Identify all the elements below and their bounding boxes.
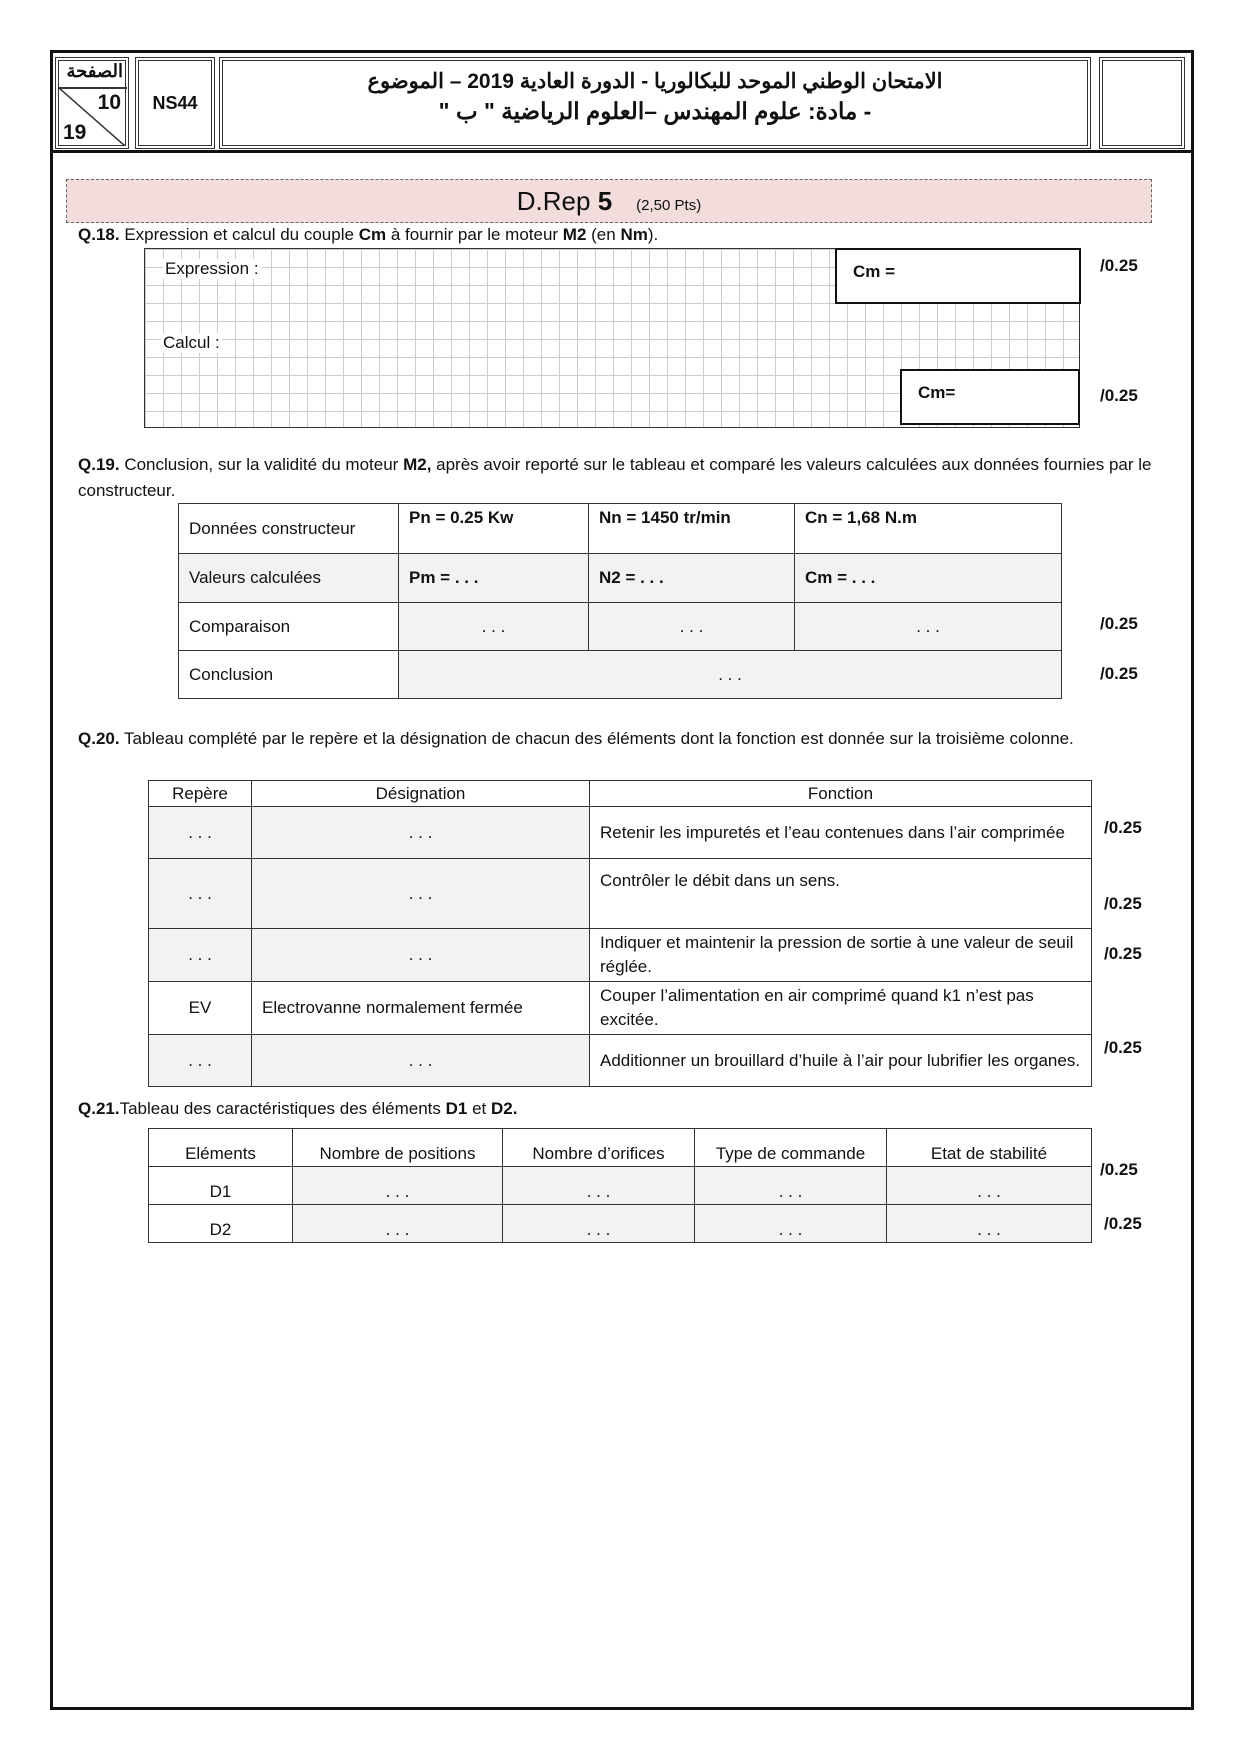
answer-cell[interactable]: . . . xyxy=(589,603,795,651)
text-span: Cm xyxy=(358,225,387,244)
q19-table xyxy=(178,503,1062,699)
q21-table xyxy=(148,1128,1092,1243)
text-span: et xyxy=(467,1099,491,1118)
answer-cell[interactable]: . . . xyxy=(795,603,1062,651)
answer-cell[interactable]: . . . xyxy=(293,1167,503,1205)
page-label: الصفحة xyxy=(66,61,123,81)
q21-question xyxy=(78,1096,517,1122)
answer-cell[interactable]: . . . xyxy=(252,859,590,929)
text-span: après avoir reporté sur le tableau et comparé les valeurs calculées aux données fournies par le constructeur. xyxy=(78,455,1152,500)
answer-cell[interactable]: Cm = . . . xyxy=(795,554,1062,603)
blank-box xyxy=(1102,60,1182,146)
column-header: Eléments xyxy=(149,1129,293,1167)
text-span: ). xyxy=(647,225,659,244)
answer-cell[interactable]: . . . xyxy=(252,929,590,982)
answer-cell[interactable]: . . . xyxy=(252,1035,590,1087)
section-title: D.Rep xyxy=(516,186,598,216)
row-label: D1 xyxy=(149,1167,293,1205)
text-span: Q.18. xyxy=(78,225,120,244)
expression-label: Expression : xyxy=(165,259,259,278)
q20-question xyxy=(78,726,1158,752)
column-header: Type de commande xyxy=(695,1129,887,1167)
function-cell: Couper l’alimentation en air comprimé quand k1 n’est pas excitée. xyxy=(590,982,1092,1035)
page-number: 10 xyxy=(97,91,121,114)
text-span: Q.19. xyxy=(78,455,120,474)
answer-cell[interactable]: . . . xyxy=(695,1205,887,1243)
answer-cell[interactable]: . . . xyxy=(149,807,252,859)
column-header: Repère xyxy=(149,781,252,807)
text-span: Nm xyxy=(620,225,648,244)
cm-expression-box[interactable]: Cm = xyxy=(835,248,1081,304)
row-label: D2 xyxy=(149,1205,293,1243)
answer-cell[interactable]: . . . xyxy=(149,929,252,982)
answer-cell[interactable]: . . . xyxy=(149,1035,252,1087)
section-number: 5 xyxy=(597,186,613,216)
score: /0.25 xyxy=(1104,944,1142,963)
cell: Electrovanne normalement fermée xyxy=(252,982,590,1035)
answer-cell[interactable]: . . . xyxy=(252,807,590,859)
answer-cell[interactable]: . . . xyxy=(887,1205,1092,1243)
text-span: Q.21. xyxy=(78,1099,120,1118)
text-span: M2, xyxy=(403,455,432,474)
page-number-box xyxy=(58,60,126,146)
text-span: Tableau des caractéristiques des éléments xyxy=(119,1099,446,1118)
cm-calcul-box[interactable]: Cm= xyxy=(900,369,1080,425)
text-span: D1 xyxy=(445,1099,468,1118)
text-span: (en xyxy=(586,225,621,244)
answer-cell[interactable]: . . . xyxy=(399,651,1062,699)
text-span: Expression et calcul du couple xyxy=(119,225,359,244)
answer-cell[interactable]: Pm = . . . xyxy=(399,554,589,603)
cell: Nn = 1450 tr/min xyxy=(589,504,795,554)
header-divider xyxy=(50,150,1194,153)
function-cell: Retenir les impuretés et l’eau contenues dans l’air comprimée xyxy=(590,807,1092,859)
function-cell: Contrôler le débit dans un sens. xyxy=(590,859,1092,929)
title-box xyxy=(222,60,1088,146)
score: /0.25 xyxy=(1104,1038,1142,1057)
function-cell: Indiquer et maintenir la pression de sortie à une valeur de seuil réglée. xyxy=(590,929,1092,982)
row-label: Comparaison xyxy=(179,603,399,651)
section-points: (2,50 Pts) xyxy=(636,197,702,214)
column-header: Désignation xyxy=(252,781,590,807)
cell: Cn = 1,68 N.m xyxy=(795,504,1062,554)
text-span: M2 xyxy=(562,225,587,244)
score: /0.25 xyxy=(1104,818,1142,837)
column-header: Nombre d’orifices xyxy=(503,1129,695,1167)
title-line-1: الامتحان الوطني الموحد للبكالوريا - الدورة العادية 2019 – الموضوع xyxy=(367,70,943,93)
row-label: Conclusion xyxy=(179,651,399,699)
answer-cell[interactable]: . . . xyxy=(293,1205,503,1243)
q20-table xyxy=(148,780,1092,1087)
answer-cell[interactable]: N2 = . . . xyxy=(589,554,795,603)
column-header: Etat de stabilité xyxy=(887,1129,1092,1167)
section-title-bar xyxy=(66,179,1152,223)
score: /0.25 xyxy=(1100,256,1138,275)
score: /0.25 xyxy=(1100,664,1138,683)
answer-grid[interactable] xyxy=(144,248,1080,428)
q19-question xyxy=(78,452,1158,504)
text-span: D2. xyxy=(490,1099,518,1118)
row-label: Valeurs calculées xyxy=(179,554,399,603)
score: /0.25 xyxy=(1104,1214,1142,1233)
answer-cell[interactable]: . . . xyxy=(399,603,589,651)
row-label: Données constructeur xyxy=(179,504,399,554)
score: /0.25 xyxy=(1100,1160,1138,1179)
text-span: Conclusion, sur la validité du moteur xyxy=(119,455,404,474)
answer-cell[interactable]: . . . xyxy=(503,1205,695,1243)
text-span: à fournir par le moteur xyxy=(386,225,563,244)
calcul-label: Calcul : xyxy=(163,333,220,352)
score: /0.25 xyxy=(1104,894,1142,913)
cell: EV xyxy=(149,982,252,1035)
answer-cell[interactable]: . . . xyxy=(887,1167,1092,1205)
answer-cell[interactable]: . . . xyxy=(503,1167,695,1205)
function-cell: Additionner un brouillard d’huile à l’air pour lubrifier les organes. xyxy=(590,1035,1092,1087)
exam-code: NS44 xyxy=(138,60,212,146)
answer-cell[interactable]: . . . xyxy=(149,859,252,929)
title-line-2: - مادة: علوم المهندس –العلوم الرياضية " ب " xyxy=(438,98,872,124)
page-total: 19 xyxy=(63,121,87,144)
column-header: Nombre de positions xyxy=(293,1129,503,1167)
score: /0.25 xyxy=(1100,386,1138,405)
column-header: Fonction xyxy=(590,781,1092,807)
cell: Pn = 0.25 Kw xyxy=(399,504,589,554)
text-span: Tableau complété par le repère et la désignation de chacun des éléments dont la fonction est donnée sur la troisième colonne. xyxy=(119,729,1074,748)
score: /0.25 xyxy=(1100,614,1138,633)
text-span: Q.20. xyxy=(78,729,120,748)
answer-cell[interactable]: . . . xyxy=(695,1167,887,1205)
q18-question xyxy=(78,222,658,248)
